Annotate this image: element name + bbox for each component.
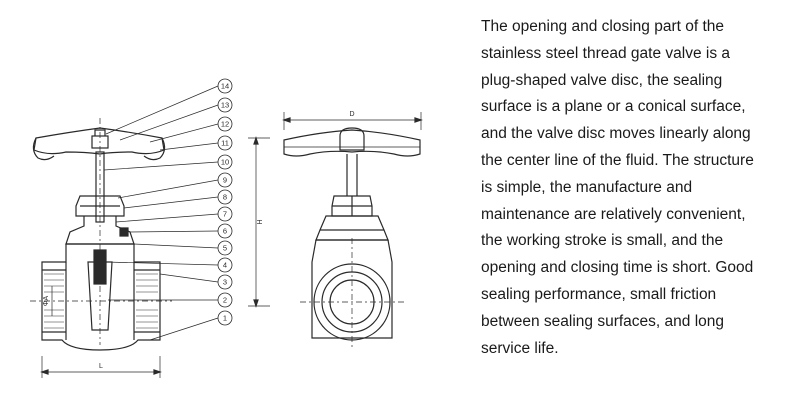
svg-text:11: 11 bbox=[221, 138, 229, 148]
svg-text:5: 5 bbox=[222, 243, 228, 253]
stem-thread bbox=[94, 250, 106, 284]
description-line: stainless steel thread gate valve is a bbox=[481, 44, 730, 62]
svg-text:8: 8 bbox=[222, 192, 228, 202]
description-line: is simple, the manufacture and bbox=[481, 178, 693, 196]
callout-5 bbox=[218, 241, 232, 255]
dim-height-label: H bbox=[257, 219, 264, 225]
svg-text:6: 6 bbox=[222, 226, 228, 236]
callout-8 bbox=[218, 190, 232, 204]
section-view bbox=[30, 118, 172, 378]
callout-9 bbox=[218, 173, 232, 187]
svg-text:7: 7 bbox=[222, 209, 228, 219]
svg-text:12: 12 bbox=[220, 119, 230, 129]
description-line: the working stroke is small, and the bbox=[481, 232, 724, 250]
svg-text:4: 4 bbox=[222, 260, 228, 270]
callout-12 bbox=[218, 117, 232, 131]
svg-text:13: 13 bbox=[220, 100, 230, 110]
callout-10 bbox=[218, 155, 232, 169]
callout-3 bbox=[218, 275, 232, 289]
description-line: and the valve disc moves linearly along bbox=[481, 125, 751, 143]
external-view bbox=[248, 112, 421, 350]
callout-2 bbox=[218, 293, 232, 307]
description-line: maintenance are relatively convenient, bbox=[481, 205, 746, 223]
callout-11 bbox=[218, 136, 232, 150]
dim-length-label: L bbox=[99, 363, 103, 370]
description-line: service life. bbox=[481, 339, 559, 357]
callout-numbers bbox=[218, 79, 232, 325]
svg-text:9: 9 bbox=[222, 175, 228, 185]
description-line: the center line of the fluid. The structure bbox=[481, 151, 754, 169]
svg-text:10: 10 bbox=[220, 157, 230, 167]
description-line: surface is a plane or a conical surface, bbox=[481, 98, 746, 116]
description-line: plug-shaped valve disc, the sealing bbox=[481, 71, 723, 89]
dim-handwheel-label: D bbox=[349, 111, 355, 118]
callout-13 bbox=[218, 98, 232, 112]
handwheel bbox=[284, 130, 420, 156]
dim-diameter-label: ΦA bbox=[43, 295, 50, 307]
description-line: sealing performance, small friction bbox=[481, 285, 717, 303]
callout-14 bbox=[218, 79, 232, 93]
svg-text:2: 2 bbox=[222, 295, 228, 305]
svg-text:1: 1 bbox=[222, 313, 228, 323]
valve-description bbox=[481, 14, 781, 362]
svg-text:3: 3 bbox=[222, 277, 228, 287]
callout-leaders bbox=[104, 86, 218, 340]
description-line: The opening and closing part of the bbox=[481, 18, 725, 35]
callout-6 bbox=[218, 224, 232, 238]
callout-7 bbox=[218, 207, 232, 221]
callout-1 bbox=[218, 311, 232, 325]
handwheel-section bbox=[34, 128, 164, 154]
description-line: opening and closing time is short. Good bbox=[481, 259, 754, 277]
svg-text:14: 14 bbox=[220, 81, 230, 91]
callout-4 bbox=[218, 258, 232, 272]
description-line: between sealing surfaces, and long bbox=[481, 312, 724, 330]
